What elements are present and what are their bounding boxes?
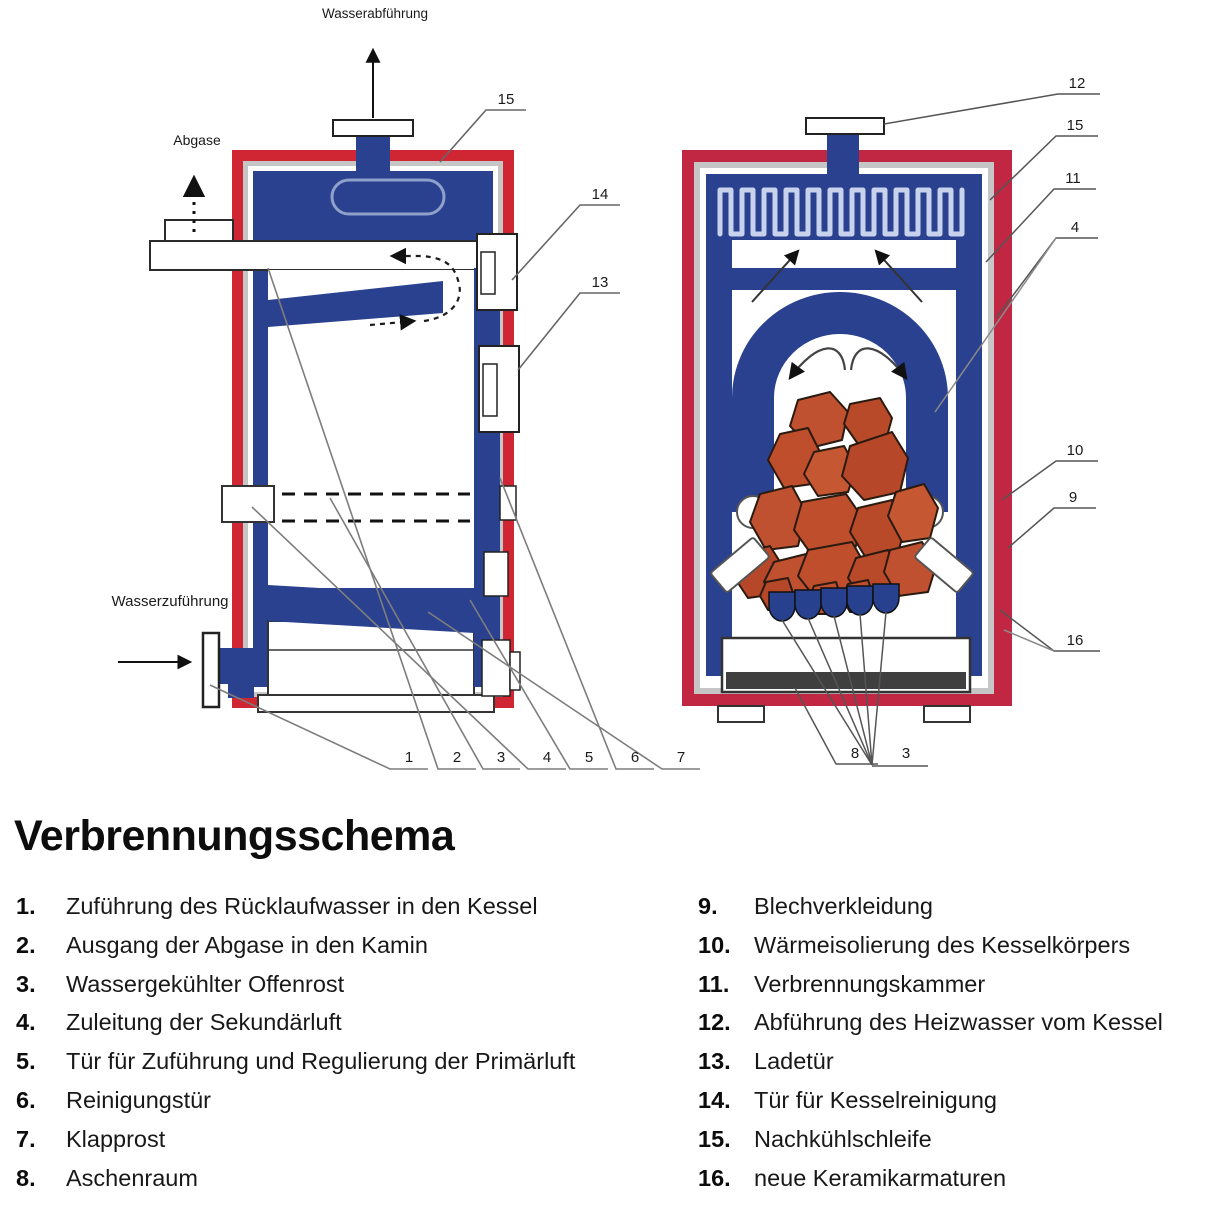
callout-5: 5 (584, 749, 594, 766)
loading-door-inner (483, 364, 497, 416)
legend-text: Zuführung des Rücklaufwasser in den Kessel (66, 893, 538, 919)
legend-text: Tür für Zuführung und Regulierung der Primärluft (66, 1048, 576, 1075)
callout-7: 7 (676, 749, 686, 766)
legend-number: 15. (698, 1125, 731, 1152)
flue-gas-label: Abgase (173, 132, 221, 148)
legend-item-16 (698, 1165, 1210, 1204)
legend-item-14 (698, 1087, 1210, 1126)
callout-3: 3 (901, 745, 911, 762)
legend-item-5 (16, 1048, 688, 1087)
door-tab (500, 486, 516, 520)
inlet-flange (203, 633, 219, 707)
callout-12: 12 (1068, 75, 1086, 92)
secondary-air-duct (222, 486, 274, 522)
outlet-flange-cap (806, 118, 884, 134)
legend-item-15 (698, 1126, 1210, 1165)
legend-number: 5. (16, 1048, 36, 1075)
outlet-flange-cap (333, 120, 413, 136)
callout-9: 9 (1068, 489, 1078, 506)
legend-number: 9. (698, 893, 718, 919)
legend-number: 1. (16, 893, 36, 919)
callout-4: 4 (1070, 219, 1080, 236)
legend-item-7 (16, 1126, 688, 1165)
legend-item-1 (16, 893, 688, 932)
callout-3: 3 (496, 749, 506, 766)
primary-air-door (484, 552, 508, 596)
legend-text: Tür für Kesselreinigung (754, 1086, 997, 1113)
legend-text: Ausgang der Abgase in den Kamin (66, 931, 428, 958)
callout-14: 14 (591, 186, 609, 203)
cleaning-door-inner (481, 252, 495, 294)
legend-item-12 (698, 1009, 1210, 1048)
callout-16: 16 (1066, 632, 1084, 649)
legend-number: 6. (16, 1086, 36, 1113)
legend-item-10 (698, 932, 1210, 971)
flue-gas-exit-pipe (150, 241, 478, 270)
right-boiler-section (682, 118, 1012, 722)
legend-item-13 (698, 1048, 1210, 1087)
legend-text: Aschenraum (66, 1164, 198, 1191)
water-out-label: Wasserabführung (321, 6, 429, 21)
water-outlet-stub (356, 132, 390, 174)
callout-8: 8 (850, 745, 860, 762)
callout-1: 1 (404, 749, 414, 766)
boiler-foot (718, 706, 764, 722)
callout-10: 10 (1066, 442, 1084, 459)
legend-column-left (16, 893, 688, 1203)
legend-column-right (698, 893, 1210, 1203)
lower-door (482, 640, 510, 696)
legend-text: neue Keramikarmaturen (754, 1164, 1007, 1191)
ash-space (268, 621, 474, 695)
legend-number: 14. (698, 1086, 731, 1113)
legend-number: 4. (16, 1009, 36, 1036)
legend-text: Klapprost (66, 1125, 166, 1152)
boiler-foot (924, 706, 970, 722)
legend-item-11 (698, 971, 1210, 1010)
callout-15: 15 (497, 91, 515, 108)
legend-item-2 (16, 932, 688, 971)
return-water-pipe (219, 648, 259, 684)
right-wall (474, 268, 500, 687)
callout-4: 4 (542, 749, 552, 766)
callout-15: 15 (1066, 117, 1084, 134)
legend-item-3 (16, 971, 688, 1010)
heating-water-outlet-stub (827, 134, 859, 174)
callout-2: 2 (452, 749, 462, 766)
legend-number: 10. (698, 931, 731, 958)
legend-number: 2. (16, 931, 36, 958)
legend-number: 3. (16, 970, 36, 997)
legend-text: Nachkühlschleife (754, 1125, 932, 1152)
legend-number: 16. (698, 1164, 731, 1191)
flue-pipe-flange (165, 220, 233, 241)
legend-text: Reinigungstür (66, 1086, 212, 1113)
legend-text: Verbrennungskammer (754, 970, 986, 997)
legend-number: 8. (16, 1164, 36, 1191)
callout-11: 11 (1065, 170, 1081, 187)
legend-text: Wassergekühlter Offenrost (66, 970, 345, 997)
left-boiler-section (150, 120, 520, 712)
legend-number: 11. (698, 970, 730, 997)
callout-6: 6 (630, 749, 640, 766)
upper-gas-channel (732, 240, 956, 268)
legend-item-4 (16, 1009, 688, 1048)
legend-text: Blechverkleidung (754, 893, 933, 919)
legend-text: Abführung des Heizwasser vom Kessel (754, 1009, 1163, 1036)
legend-number: 12. (698, 1009, 731, 1036)
legend-item-8 (16, 1165, 688, 1204)
legend-number: 7. (16, 1125, 36, 1152)
legend-text: Zuleitung der Sekundärluft (66, 1009, 342, 1036)
page-title: Verbrennungsschema (14, 812, 455, 860)
water-in-label: Wasserzuführung (111, 593, 229, 610)
legend-number: 13. (698, 1048, 731, 1075)
callout-13: 13 (591, 274, 609, 291)
ash-bar (726, 672, 966, 689)
legend-item-6 (16, 1087, 688, 1126)
legend-text: Ladetür (754, 1048, 834, 1075)
legend-text: Wärmeisolierung des Kesselkörpers (754, 931, 1131, 958)
legend-item-9 (698, 893, 1210, 932)
